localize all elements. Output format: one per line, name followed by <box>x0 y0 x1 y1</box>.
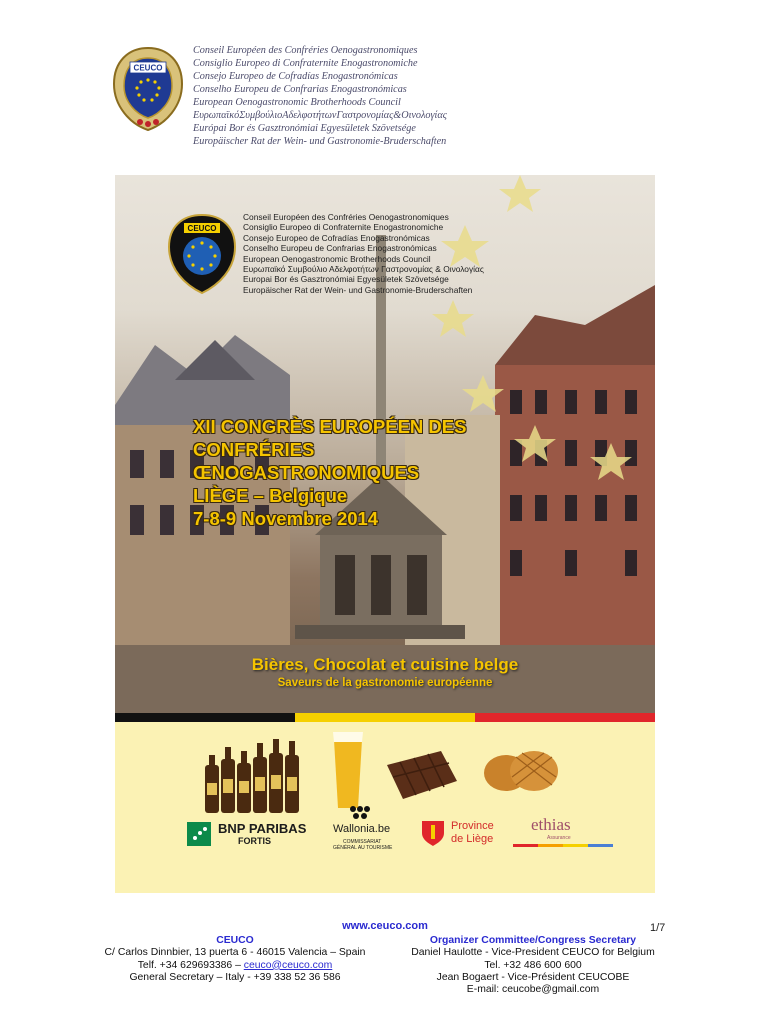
ceuco-secretary: General Secretary – Italy - +39 338 52 36 586 <box>129 971 341 983</box>
congress-dates: 7-8-9 Novembre 2014 <box>193 508 379 529</box>
sponsor-province-sub: de Liège <box>451 833 494 845</box>
council-name: ΕυρωπαϊκόΣυμβούλιοΑδελφοτήτωνΓαστρονομίας&Οινολογίας <box>193 110 447 121</box>
ceuco-phone: Telf. +34 629693386 – <box>137 959 244 971</box>
province-liege-logo-icon <box>420 819 446 847</box>
council-name: Conseil Européen des Confréries Oenogastronomiques <box>193 45 418 56</box>
council-name: Consejo Europeo de Cofradías Enogastronómicas <box>193 71 398 82</box>
bnp-logo-icon <box>187 822 211 846</box>
ceuco-address: C/ Carlos Dinnbier, 13 puerta 6 - 46015 Valencia – Spain <box>104 947 366 959</box>
sponsor-bnp-sub: FORTIS <box>238 836 271 846</box>
belgian-flag-stripe <box>115 713 655 722</box>
products-sponsors-strip <box>115 722 655 893</box>
flag-red <box>475 713 655 722</box>
organizer-email: E-mail: ceucobe@gmail.com <box>466 984 600 996</box>
waffles-illustration <box>482 747 560 797</box>
poster-council-name: Conseil Européen des Confréries Oenogastronomiques <box>243 212 449 222</box>
poster-council-name: Conselho Europeu de Confrarias Enogastronómicas <box>243 243 437 254</box>
organizer-line: Tel. +32 486 600 600 <box>484 959 582 971</box>
ethias-rainbow-stripe <box>513 844 613 850</box>
council-name: European Oenogastronomic Brotherhoods Council <box>193 97 401 108</box>
page-number: 1/7 <box>650 922 666 934</box>
council-names-list <box>193 44 447 148</box>
congress-subtheme: Saveurs de la gastronomie européenne <box>277 677 493 689</box>
poster-council-name: Ευρωπαϊκό Συμβούλιο Αδελφοτήτων Γαστρονομίας & Οινολογίας <box>243 264 484 275</box>
congress-title-line: CONFRÉRIES <box>193 439 315 460</box>
congress-title <box>193 415 466 530</box>
congress-location: LIÈGE – Belgique <box>193 485 348 506</box>
sponsor-province: Province <box>451 820 494 832</box>
council-name: Európai Bor és Gasztronómiai Egyesületek Szövetsége <box>193 123 416 134</box>
sponsor-ethias: ethias <box>531 815 571 834</box>
beer-glass-illustration <box>331 732 365 812</box>
organizer-line: Daniel Haulotte - Vice-President CEUCO for Belgium <box>411 947 655 959</box>
organizer-contact-title: Organizer Committee/Congress Secretary <box>429 935 637 946</box>
sponsor-bnp: BNP PARIBAS <box>218 821 307 836</box>
organizer-contact <box>398 935 668 996</box>
poster-council-name: Consejo Europeo de Cofradías Enogastronómicas <box>243 232 430 243</box>
logo-text: CEUCO <box>133 63 163 73</box>
flag-yellow <box>295 713 475 722</box>
congress-theme: Bières, Chocolat et cuisine belge <box>251 655 519 674</box>
poster-council-name: Consiglio Europeo di Confraternite Enogastronomiche <box>243 222 444 233</box>
flag-black <box>115 713 295 722</box>
sponsor-wallonia: Wallonia.be <box>333 823 391 835</box>
poster-council-name: European Oenogastronomic Brotherhoods Council <box>243 253 431 264</box>
congress-title-line: XII CONGRÈS EUROPÉEN DES <box>193 416 467 437</box>
congress-poster <box>115 175 655 893</box>
poster-council-name: Europai Bor és Gasztronómiai Egyesületek Szövetsége <box>243 274 449 285</box>
poster-council-names <box>243 212 484 295</box>
sponsor-ethias-sub: Assurance <box>547 835 571 841</box>
website-link[interactable]: www.ceuco.com <box>342 920 428 932</box>
ceuco-contact-title: CEUCO <box>216 935 254 946</box>
poster-council-name: Europäischer Rat der Wein- und Gastronomie-Bruderschaften <box>243 284 473 295</box>
sponsor-wallonia-sub: COMMISSARIAT <box>343 839 382 845</box>
poster-logo-text: CEUCO <box>187 224 217 233</box>
council-name: Consiglio Europeo di Confraternite Enogastronomiche <box>193 58 418 69</box>
congress-title-line: ŒNOGASTRONOMIQUES <box>193 462 420 483</box>
sponsor-wallonia-sub2: GÉNÉRAL AU TOURISME <box>333 845 393 851</box>
ceuco-logo <box>108 44 188 134</box>
ceuco-contact <box>80 935 390 984</box>
wallonia-logo-icon <box>349 805 371 821</box>
council-name: Conselho Europeu de Confrarias Enogastronómicas <box>193 84 407 95</box>
organizer-line: Jean Bogaert - Vice-Président CEUCOBE <box>436 971 630 983</box>
ceuco-email-link[interactable]: ceuco@ceuco.com <box>243 959 333 971</box>
poster-ceuco-logo <box>167 213 237 295</box>
beer-bottles-illustration <box>201 735 313 815</box>
chocolate-illustration <box>381 747 461 805</box>
council-name: Europäischer Rat der Wein- und Gastronomie-Bruderschaften <box>193 136 447 147</box>
